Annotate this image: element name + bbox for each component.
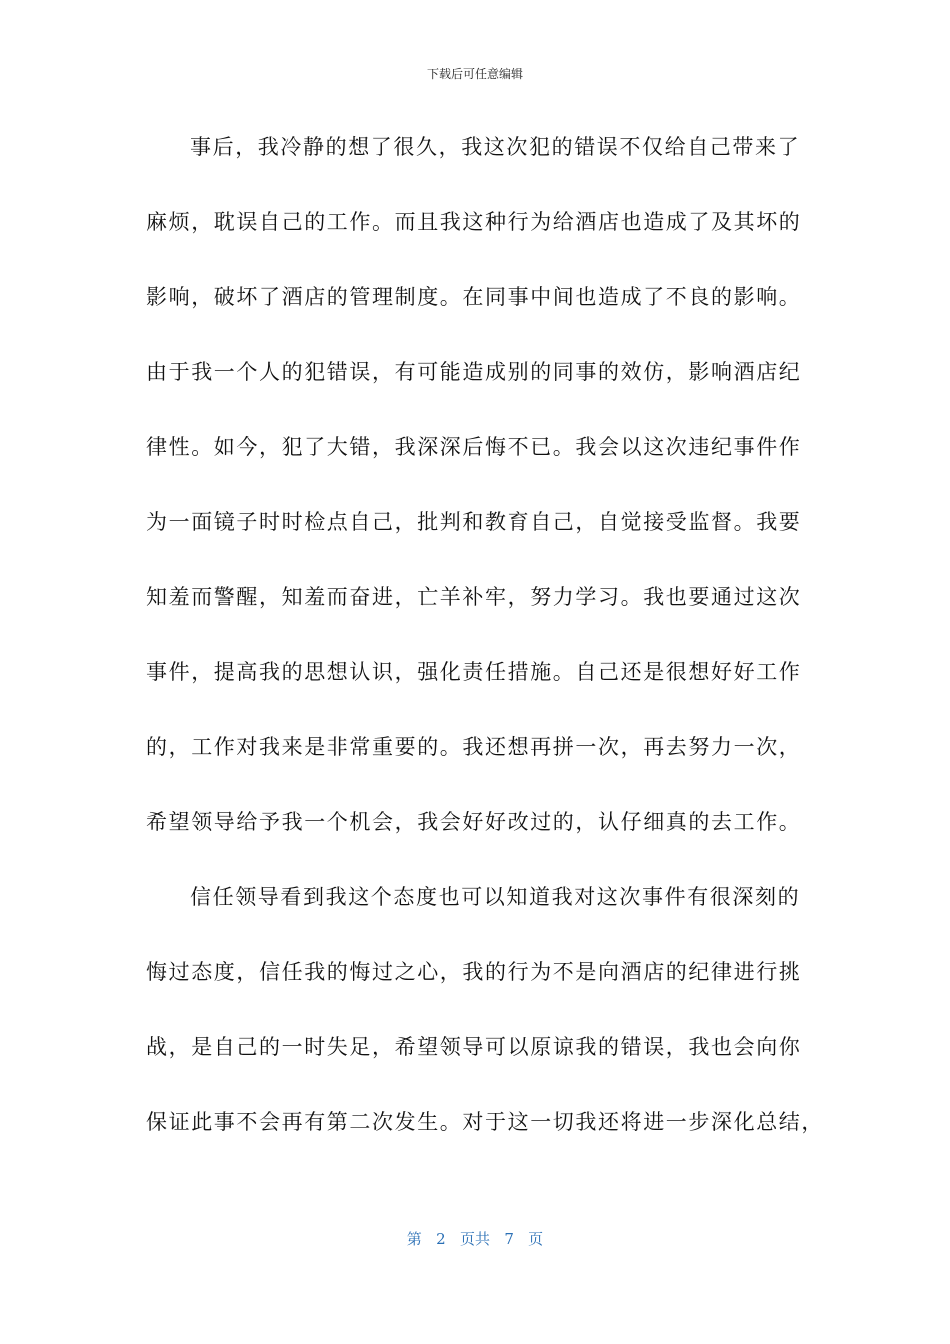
paragraph-line: 由于我一个人的犯错误，有可能造成别的同事的效仿，影响酒店纪 (146, 360, 802, 384)
paragraph-line: 悔过态度，信任我的悔过之心，我的行为不是向酒店的纪律进行挑 (146, 960, 802, 984)
footer-total-pages: 7 (504, 1230, 514, 1248)
footer-current-page: 2 (436, 1230, 446, 1248)
paragraph-line: 保证此事不会再有第二次发生。对于这一切我还将进一步深化总结， (146, 1110, 824, 1134)
paragraph-line: 的，工作对我来是非常重要的。我还想再拼一次，再去努力一次， (146, 735, 802, 759)
paragraph-line: 信任领导看到我这个态度也可以知道我对这次事件有很深刻的 (190, 885, 801, 909)
paragraph-line: 影响，破坏了酒店的管理制度。在同事中间也造成了不良的影响。 (146, 285, 802, 309)
document-body (146, 129, 824, 1179)
footer-prefix: 第 (406, 1230, 422, 1248)
paragraph-line: 希望领导给予我一个机会，我会好好改过的，认仔细真的去工作。 (146, 810, 802, 834)
footer-suffix: 页 (528, 1230, 544, 1248)
paragraph-line: 律性。如今，犯了大错，我深深后悔不已。我会以这次违纪事件作 (146, 435, 802, 459)
paragraph-line: 为一面镜子时时检点自己，批判和教育自己，自觉接受监督。我要 (146, 510, 802, 534)
paragraph-line: 事后，我冷静的想了很久，我这次犯的错误不仅给自己带来了 (190, 135, 801, 159)
page-header: 下载后可任意编辑 (426, 67, 523, 81)
paragraph-line: 事件，提高我的思想认识，强化责任措施。自己还是很想好好工作 (146, 660, 802, 684)
paragraph-line: 战，是自己的一时失足，希望领导可以原谅我的错误，我也会向你 (146, 1035, 802, 1059)
paragraph-line: 麻烦，耽误自己的工作。而且我这种行为给酒店也造成了及其坏的 (146, 210, 802, 234)
page-footer (0, 1229, 950, 1249)
paragraph-line: 知羞而警醒，知羞而奋进，亡羊补牢，努力学习。我也要通过这次 (146, 585, 802, 609)
footer-middle: 页共 (459, 1230, 490, 1248)
